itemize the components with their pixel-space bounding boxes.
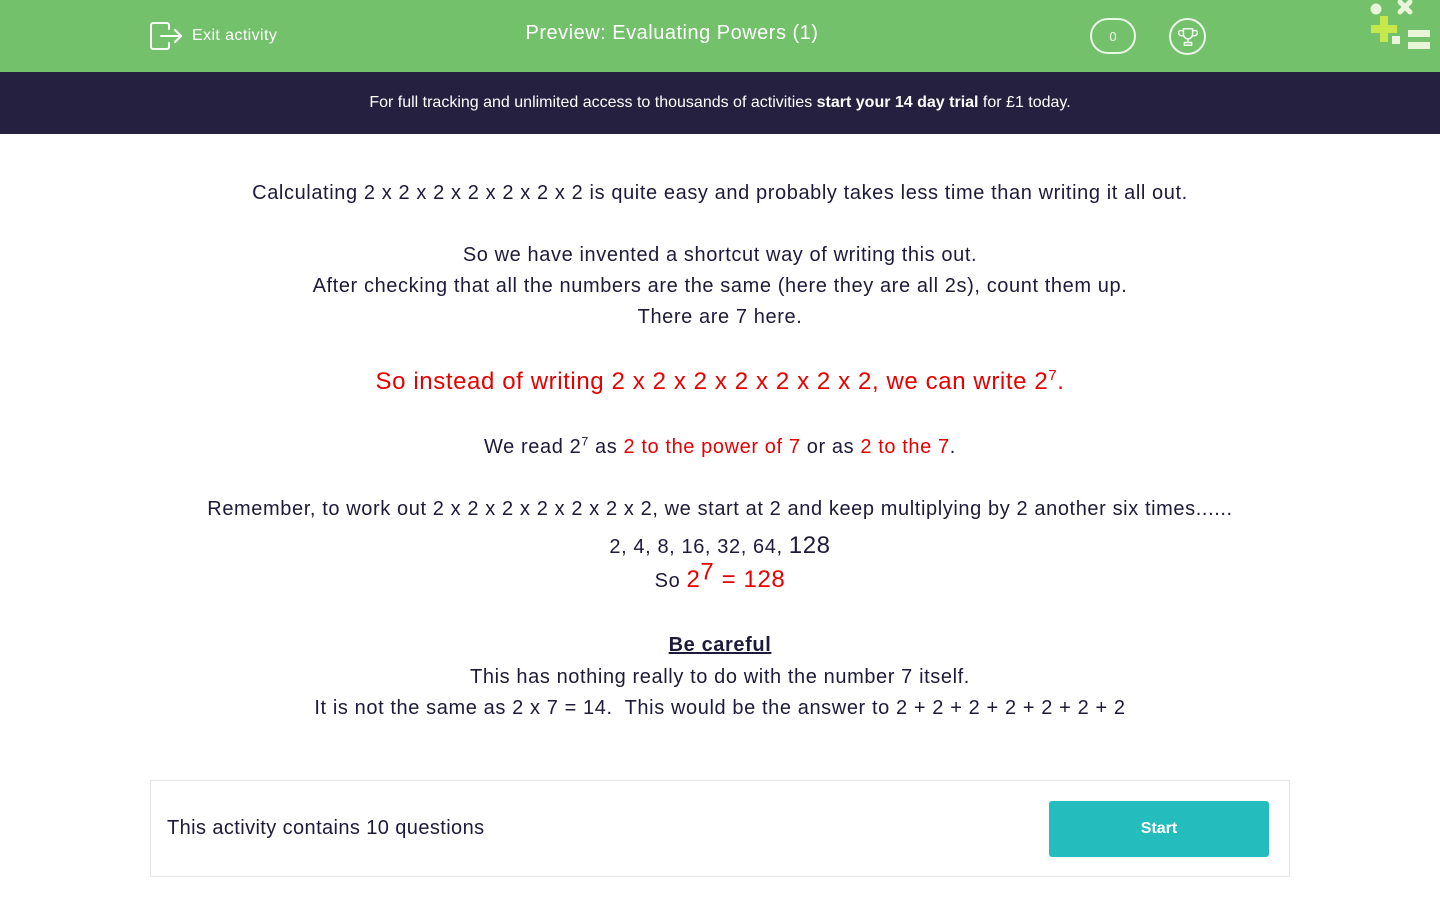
trial-banner xyxy=(0,72,1440,134)
start-button[interactable]: Start xyxy=(1049,801,1269,857)
reading-short-phrase: 2 to the 7 xyxy=(860,436,950,458)
reading-power-phrase: 2 to the power of 7 xyxy=(623,436,801,458)
power-result-base: 2 xyxy=(686,566,701,593)
key-statement-text: So instead of writing 2 x 2 x 2 x 2 x 2 x 2 x 2, we can write 2 xyxy=(375,368,1049,395)
trial-link[interactable]: start your 14 day trial xyxy=(816,94,979,111)
banner-text: For full tracking and unlimited access to thousands of activities xyxy=(369,94,817,111)
reading-line xyxy=(0,436,1440,459)
power-result-exponent: 7 xyxy=(700,558,715,586)
activity-footer xyxy=(150,780,1290,877)
activity-title: Preview: Evaluating Powers (1) xyxy=(525,22,819,44)
power-result-value: = 128 xyxy=(714,566,786,593)
power-result xyxy=(0,558,1440,594)
sequence-values: 2, 4, 8, 16, 32, 64, xyxy=(609,536,789,558)
banner-text-end: for £1 today. xyxy=(978,94,1071,111)
reading-end: . xyxy=(949,436,956,458)
intro-paragraph: Calculating 2 x 2 x 2 x 2 x 2 x 2 x 2 is quite easy and probably takes less time than writing it all out. xyxy=(252,182,1188,204)
trophy-button[interactable] xyxy=(1169,18,1206,55)
trophy-icon xyxy=(1177,26,1199,48)
key-statement-exponent: 7 xyxy=(1048,368,1058,384)
sequence-final-value: 128 xyxy=(788,532,831,559)
careful-note-2: It is not the same as 2 x 7 = 14. This would be the answer to 2 + 2 + 2 + 2 + 2 + 2 + 2 xyxy=(314,697,1126,719)
careful-note-1: This has nothing really to do with the number 7 itself. xyxy=(470,666,970,688)
reading-exponent: 7 xyxy=(581,434,589,449)
exit-activity-label: Exit activity xyxy=(192,27,278,44)
power-result-label: So xyxy=(654,570,687,592)
reading-text-as: as xyxy=(588,436,624,458)
shortcut-paragraph: So we have invented a shortcut way of writing this out. xyxy=(462,244,978,266)
careful-heading: Be careful xyxy=(668,634,772,656)
key-statement-end: . xyxy=(1057,368,1065,395)
score-counter: 0 xyxy=(1090,18,1136,54)
key-statement xyxy=(0,368,1440,396)
count-result: There are 7 here. xyxy=(637,306,803,328)
multiplication-sequence xyxy=(0,532,1440,560)
count-paragraph: After checking that all the numbers are the same (here they are all 2s), count them up. xyxy=(312,275,1128,297)
top-bar xyxy=(0,0,1440,72)
brand-logo xyxy=(1362,0,1440,60)
remember-paragraph: Remember, to work out 2 x 2 x 2 x 2 x 2 x 2 x 2, we start at 2 and keep multiplying by 2 another six times...... xyxy=(207,498,1233,520)
reading-text: We read 2 xyxy=(484,436,582,458)
reading-text-or: or as xyxy=(800,436,861,458)
question-count-text: This activity contains 10 questions xyxy=(167,817,485,839)
